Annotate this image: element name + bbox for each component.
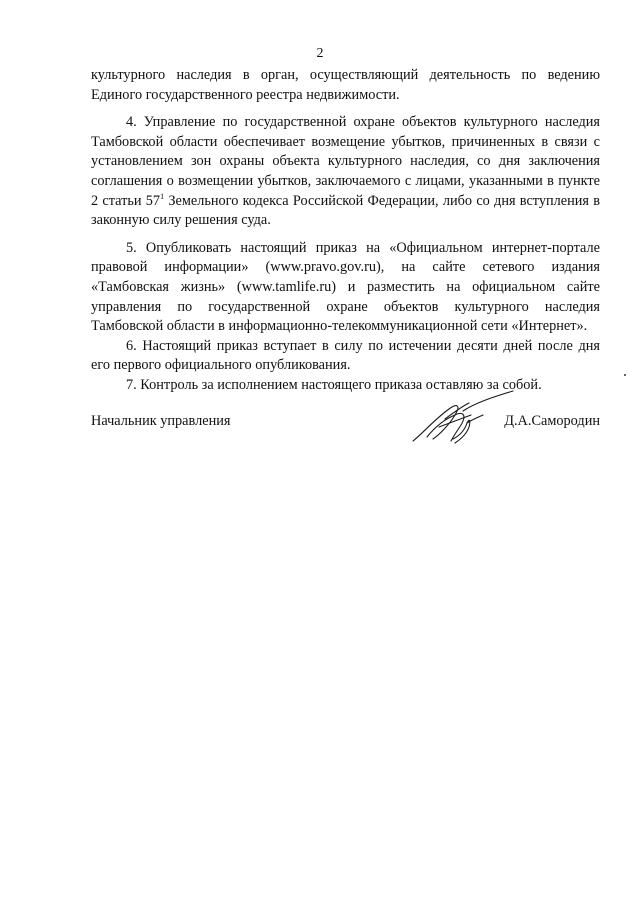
paragraph-item-4-text-end: Земельного кодекса Российской Федерации, либо со дня вступления в законную силу решения суда.	[91, 192, 600, 229]
paragraph-item-4	[91, 113, 600, 231]
handwritten-signature	[409, 389, 519, 451]
superscript-index: 1	[160, 191, 165, 201]
paragraph-continuation: культурного наследия в орган, осуществляющий деятельность по ведению Единого государственного реестра недвижимости.	[91, 67, 600, 103]
paragraph-item-6: 6. Настоящий приказ вступает в силу по истечении десяти дней после дня его первого официального опубликования.	[91, 337, 600, 374]
scan-speck	[624, 374, 626, 376]
document-body	[91, 66, 600, 396]
paragraph-item-7: 7. Контроль за исполнением настоящего приказа оставляю за собой.	[126, 376, 542, 393]
paragraph-item-5: 5. Опубликовать настоящий приказ на «Официальном интернет-портале правовой информации» (www.pravo.gov.ru), на сайте сетевого издания «Тамбовская жизнь» (www.tamlife.ru) и разместить на официальном сайте управления по государственной охране объектов культурного наследия Тамбовской области в информационно-телекоммуникационной сети «Интернет».	[91, 239, 600, 335]
signature-block	[91, 413, 600, 437]
signatory-position: Начальник управления	[91, 413, 231, 429]
signatory-name: Д.А.Самородин	[504, 413, 600, 429]
page-number: 2	[316, 46, 324, 61]
paragraph-item-4-text: 4. Управление по государственной охране объектов культурного наследия Тамбовской области обеспечивает возмещение убытков, причиненных в связи с установлением зон охраны объекта культурного наследия, со дня заключения соглашения о возмещении убытков, заключаемого с лицами, указанными в пункте 2 статьи 57	[91, 114, 600, 209]
